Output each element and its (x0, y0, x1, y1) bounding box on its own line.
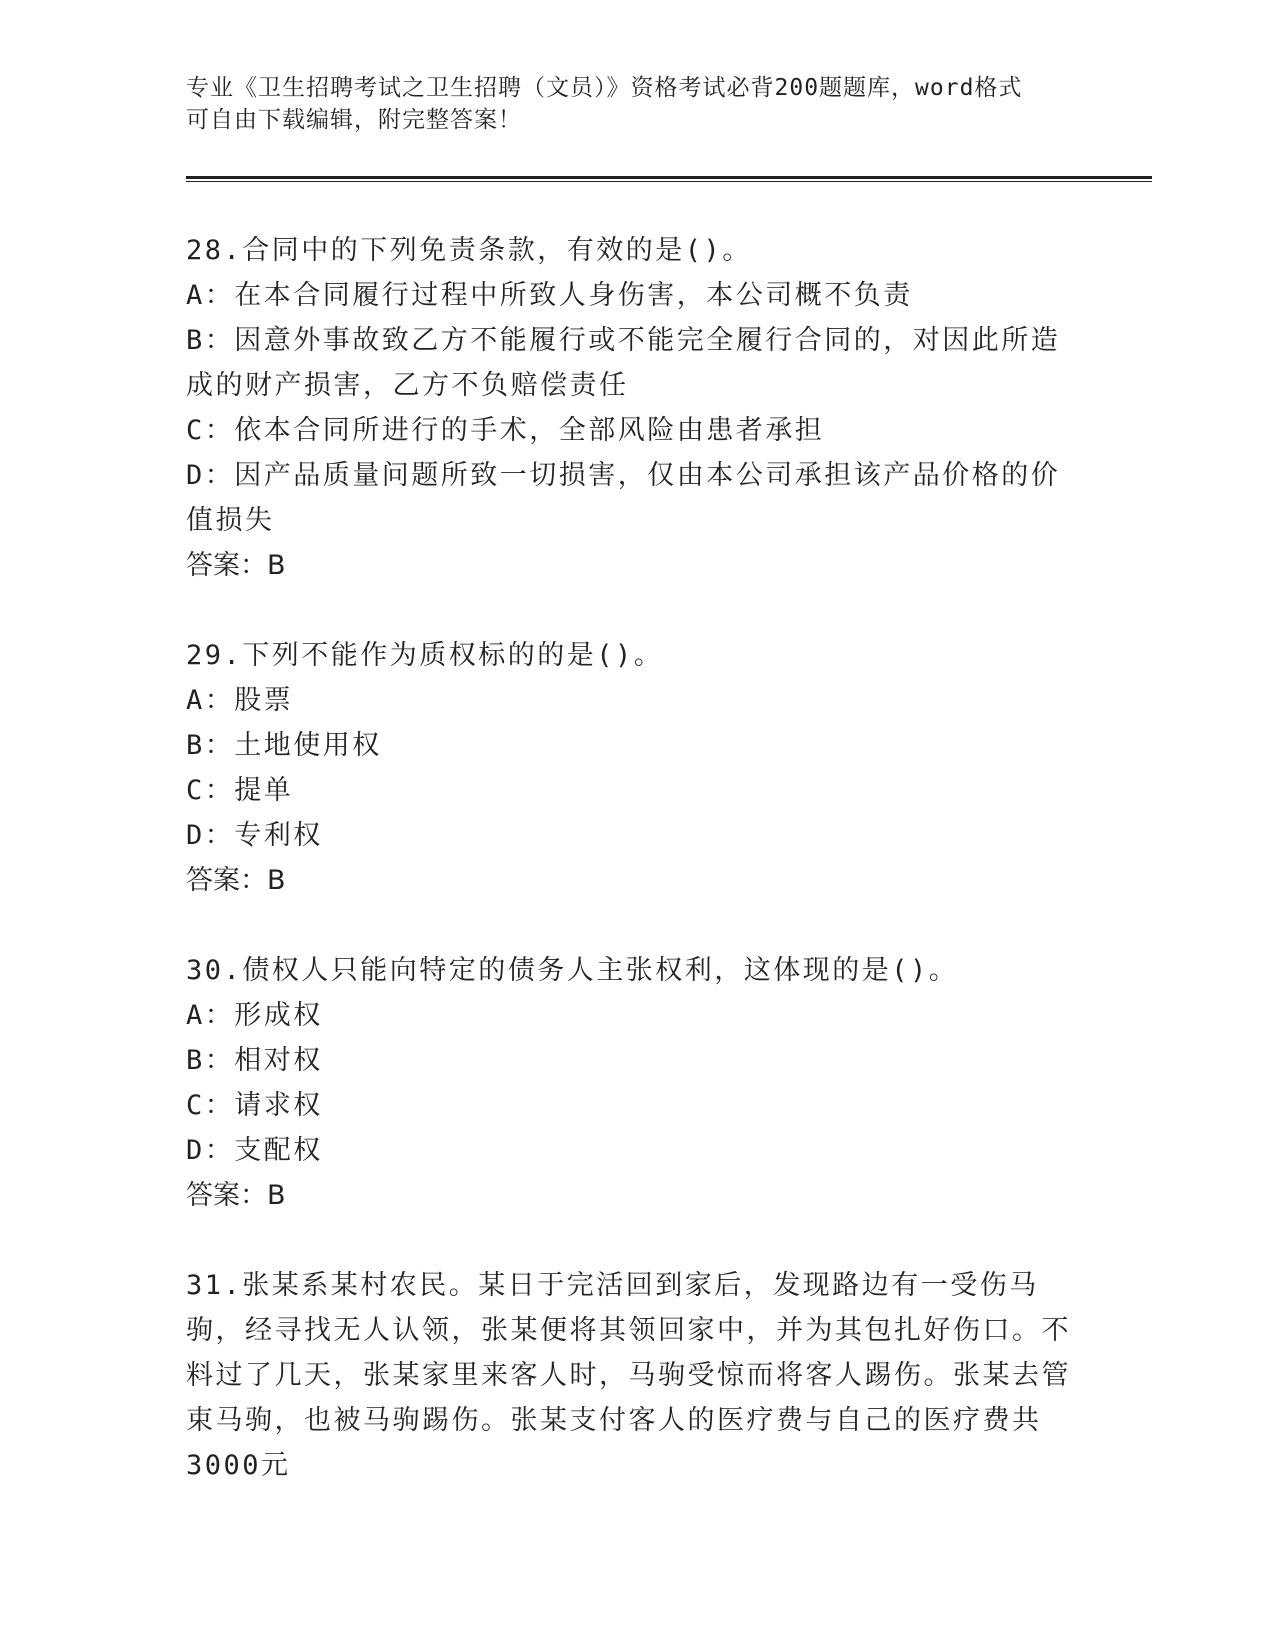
question-28 (186, 228, 1086, 588)
answer: 答案：B (186, 865, 286, 896)
option-b: B：相对权 (186, 1045, 323, 1076)
question-30 (186, 948, 1086, 1218)
question-31 (186, 1263, 1086, 1488)
answer: 答案：B (186, 550, 286, 581)
question-list (186, 228, 1086, 1533)
option-b: B：因意外事故致乙方不能履行或不能完全履行合同的，对因此所造成的财产损害，乙方不负赔偿责任 (186, 325, 1061, 401)
option-a: A：在本合同履行过程中所致人身伤害，本公司概不负责 (186, 280, 913, 311)
header-line-2: 可自由下载编辑，附完整答案！ (186, 107, 522, 133)
option-c: C：提单 (186, 775, 294, 806)
answer: 答案：B (186, 1180, 286, 1211)
question-29 (186, 633, 1086, 903)
option-d: D：因产品质量问题所致一切损害，仅由本公司承担该产品价格的价值损失 (186, 460, 1061, 536)
option-d: D：专利权 (186, 820, 323, 851)
question-stem: 31.张某系某村农民。某日于完活回到家后，发现路边有一受伤马驹，经寻找无人认领，张某便将其领回家中，并为其包扎好伤口。不料过了几天，张某家里来客人时，马驹受惊而将客人踢伤。张某去管束马驹，也被马驹踢伤。张某支付客人的医疗费与自己的医疗费共3000元 (186, 1270, 1071, 1481)
option-a: A：形成权 (186, 1000, 323, 1031)
question-stem: 30.债权人只能向特定的债务人主张权利，这体现的是()。 (186, 955, 959, 986)
header-divider-thin (186, 181, 1152, 182)
question-stem: 29.下列不能作为质权标的的是()。 (186, 640, 664, 671)
option-c: C：依本合同所进行的手术，全部风险由患者承担 (186, 415, 825, 446)
question-stem: 28.合同中的下列免责条款，有效的是()。 (186, 235, 752, 266)
header-line-1: 专业《卫生招聘考试之卫生招聘（文员）》资格考试必背200题题库，word格式 (186, 75, 1023, 101)
document-header (186, 72, 1086, 136)
header-divider-thick (186, 176, 1152, 179)
option-d: D：支配权 (186, 1135, 323, 1166)
option-a: A：股票 (186, 685, 294, 716)
option-b: B：土地使用权 (186, 730, 382, 761)
option-c: C：请求权 (186, 1090, 323, 1121)
